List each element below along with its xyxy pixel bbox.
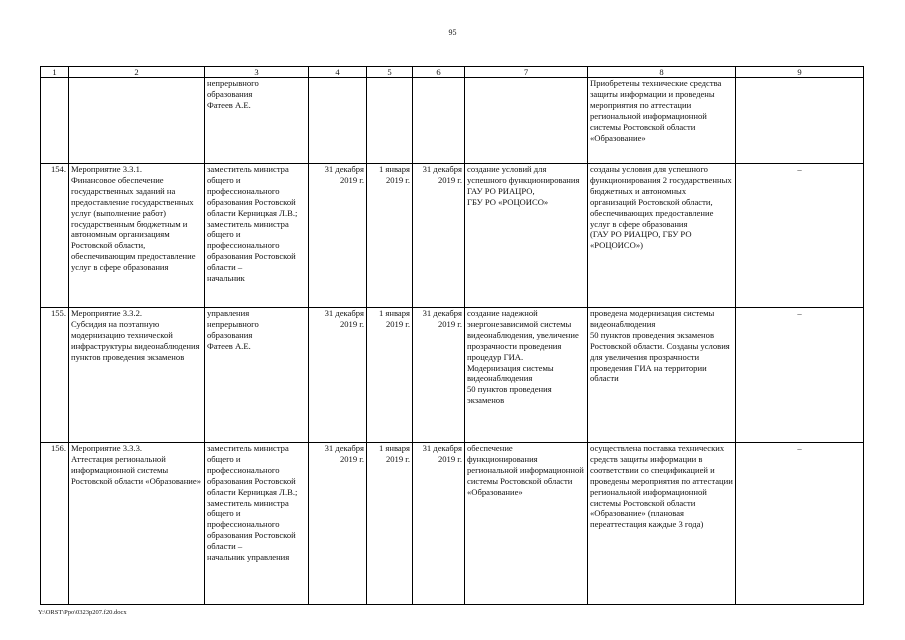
- expected-result-cell: создание надежной энергонезависимой системы видеонаблюдения, увеличение прозрачности проведения процедур ГИА. Модернизация системы видеонаблюдения 50 пунктов проведения экзаменов: [465, 308, 588, 443]
- expected-result-cell: создание условий для успешного функционирования ГАУ РО РИАЦРО, ГБУ РО «РОЦОИСО»: [465, 164, 588, 308]
- responsible-cell: заместитель министра общего и профессионального образования Ростовской области Керницкая Л.В.; заместитель министра общего и профессионального образования Ростовской области – начальник: [205, 164, 309, 308]
- event-cell: [69, 78, 205, 164]
- actual-result-cell: проведена модернизация системы видеонаблюдения 50 пунктов проведения экзаменов Ростовской области. Созданы условия для увеличения прозрачности проведения ГИА на территории области: [588, 308, 736, 443]
- expected-result-cell: обеспечение функционирования региональной информационной системы Ростовской области «Образование»: [465, 443, 588, 605]
- note-cell: [736, 78, 864, 164]
- date-end-cell: 1 января 2019 г.: [367, 308, 413, 443]
- table-row: [41, 308, 864, 443]
- actual-result-cell: Приобретены технические средства защиты информации и проведены мероприятия по аттестации региональной информационной системы Ростовской области «Образование»: [588, 78, 736, 164]
- event-cell: Мероприятие 3.3.3. Аттестация региональной информационной системы Ростовской области «Образование»: [69, 443, 205, 605]
- responsible-cell: управления непрерывного образования Фатеев А.Е.: [205, 308, 309, 443]
- column-number: 3: [205, 67, 309, 78]
- row-number: [41, 78, 69, 164]
- event-cell: Мероприятие 3.3.1. Финансовое обеспечение государственных заданий на предоставление государственных услуг (выполнение работ) государственным бюджетным и автономным организациям Ростовской области, обеспечивающим предоставление услуг в сфере образования: [69, 164, 205, 308]
- date-start-cell: 31 декабря 2019 г.: [309, 164, 367, 308]
- actual-result-cell: осуществлена поставка технических средств защиты информации в соответствии со спецификацией и проведены мероприятия по аттестации региональной информационной системы Ростовской области «Образование» (плановая переаттестация каждые 3 года): [588, 443, 736, 605]
- date-start-cell: 31 декабря 2019 г.: [309, 443, 367, 605]
- date-start-cell: [309, 78, 367, 164]
- report-table: [40, 66, 864, 605]
- page-number: 95: [448, 28, 457, 37]
- column-number: 2: [69, 67, 205, 78]
- table-row: [41, 78, 864, 164]
- date-control-cell: 31 декабря 2019 г.: [413, 443, 465, 605]
- date-control-cell: [413, 78, 465, 164]
- note-cell: –: [736, 164, 864, 308]
- row-number: 156.: [41, 443, 69, 605]
- column-number: 5: [367, 67, 413, 78]
- note-cell: –: [736, 308, 864, 443]
- column-number: 6: [413, 67, 465, 78]
- responsible-cell: непрерывного образования Фатеев А.Е.: [205, 78, 309, 164]
- date-control-cell: 31 декабря 2019 г.: [413, 308, 465, 443]
- column-number-row: [41, 67, 864, 78]
- column-number: 4: [309, 67, 367, 78]
- date-end-cell: 1 января 2019 г.: [367, 164, 413, 308]
- expected-result-cell: [465, 78, 588, 164]
- column-number: 1: [41, 67, 69, 78]
- date-control-cell: 31 декабря 2019 г.: [413, 164, 465, 308]
- table-row: [41, 164, 864, 308]
- note-cell: –: [736, 443, 864, 605]
- date-end-cell: [367, 78, 413, 164]
- table-row: [41, 443, 864, 605]
- row-number: 154.: [41, 164, 69, 308]
- date-start-cell: 31 декабря 2019 г.: [309, 308, 367, 443]
- column-number: 9: [736, 67, 864, 78]
- date-end-cell: 1 января 2019 г.: [367, 443, 413, 605]
- footer-file-path: Y:\ORST\Ppo\0323p207.f20.docx: [38, 609, 127, 616]
- column-number: 7: [465, 67, 588, 78]
- responsible-cell: заместитель министра общего и профессионального образования Ростовской области Керницкая Л.В.; заместитель министра общего и профессионального образования Ростовской области – начальник управления: [205, 443, 309, 605]
- row-number: 155.: [41, 308, 69, 443]
- column-number: 8: [588, 67, 736, 78]
- event-cell: Мероприятие 3.3.2. Субсидия на поэтапную модернизацию технической инфраструктуры видеонаблюдения пунктов проведения экзаменов: [69, 308, 205, 443]
- actual-result-cell: созданы условия для успешного функционирования 2 государственных бюджетных и автономных организаций Ростовской области, обеспечивающих предоставление услуг в сфере образования (ГАУ РО РИАЦРО, ГБУ РО «РОЦОИСО»): [588, 164, 736, 308]
